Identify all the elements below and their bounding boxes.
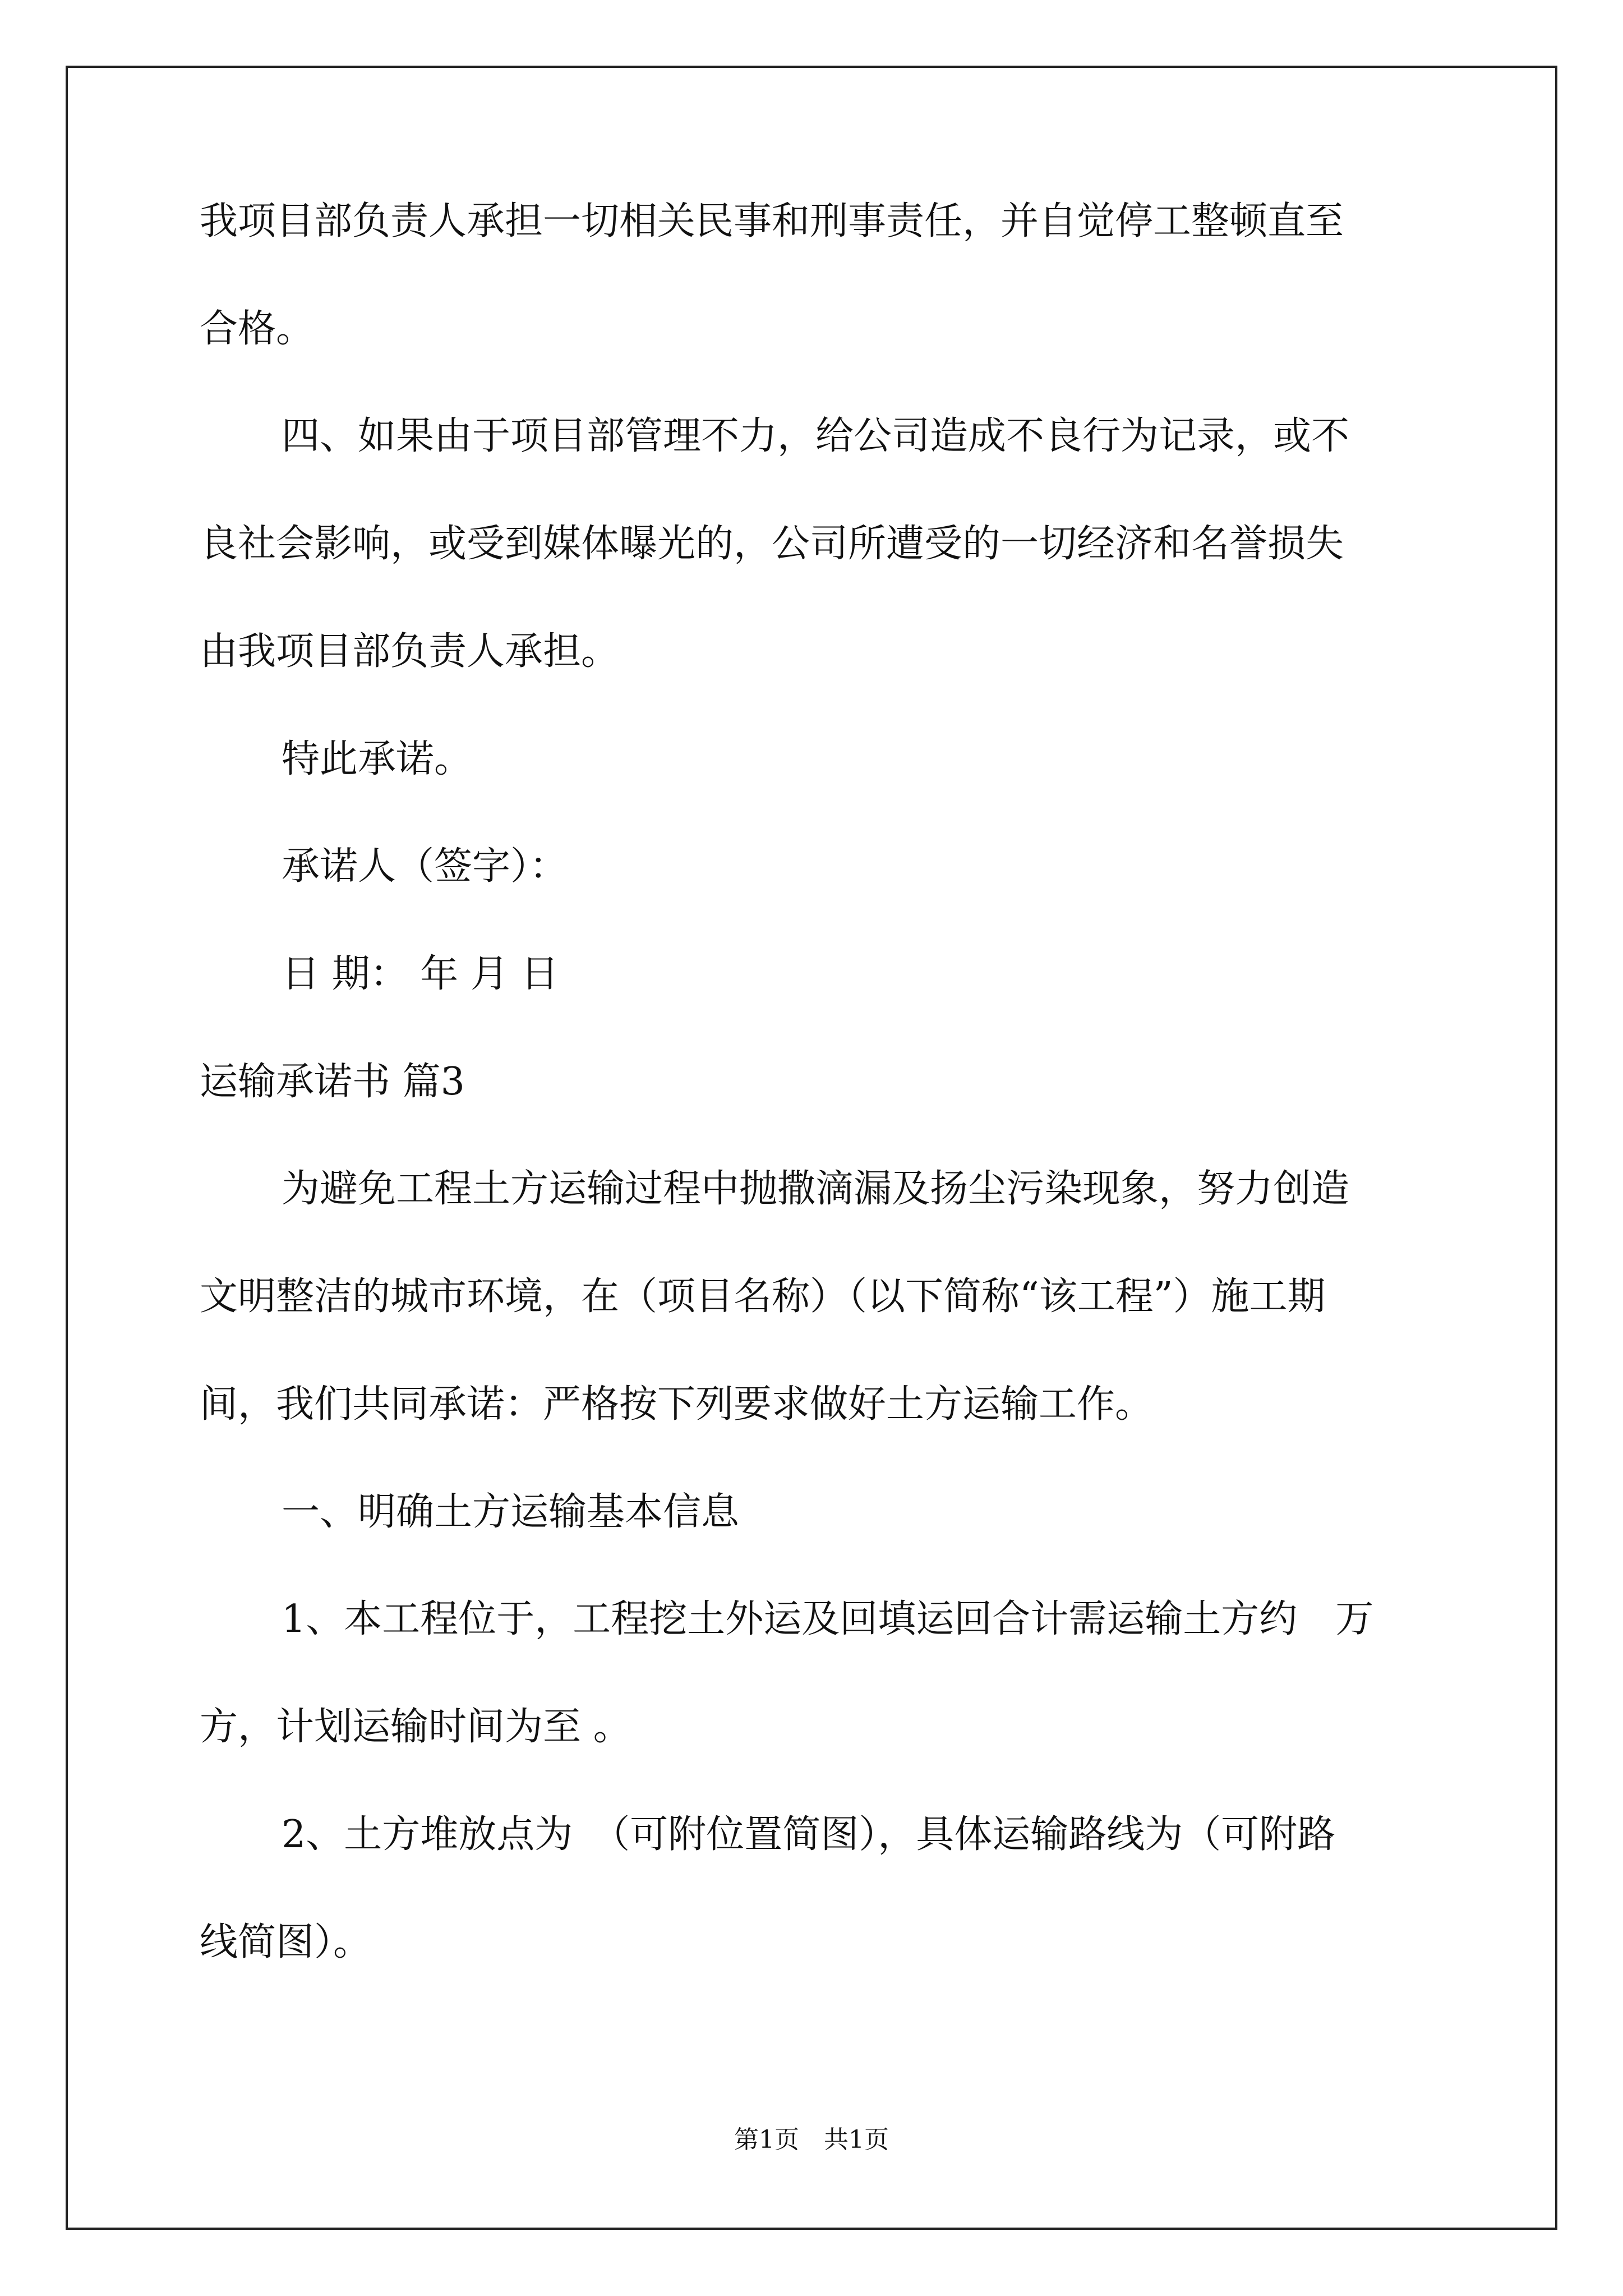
text-line: 方，计划运输时间为至 。 xyxy=(200,1705,631,1749)
text-line: 间，我们共同承诺：严格按下列要求做好土方运输工作。 xyxy=(200,1382,1154,1427)
paragraph-start: 为避免工程土方运输过程中抛撒滴漏及扬尘污染现象，努力创造 xyxy=(282,1167,1350,1211)
text-line: 合格。 xyxy=(200,307,315,351)
text-line: 由我项目部负责人承担。 xyxy=(200,629,620,674)
page-footer: 第1页 共1页 xyxy=(734,2125,889,2154)
text-line: 我项目部负责人承担一切相关民事和刑事责任，并自觉停工整顿直至 xyxy=(200,199,1344,243)
section-heading: 运输承诺书 篇3 xyxy=(200,1060,465,1104)
page-border xyxy=(66,66,1557,2230)
signature-label: 承诺人（签字）： xyxy=(282,844,568,889)
text-line: 良社会影响，或受到媒体曝光的，公司所遭受的一切经济和名誉损失 xyxy=(200,522,1344,566)
text-line: 线简图）。 xyxy=(200,1920,372,1964)
text-line: 文明整洁的城市环境，在（项目名称）（以下简称“该工程”）施工期 xyxy=(200,1274,1326,1319)
closing-statement: 特此承诺。 xyxy=(282,737,473,781)
paragraph-start: 1、本工程位于，工程挖土外运及回填运回合计需运输土方约 万 xyxy=(282,1597,1374,1641)
paragraph-start: 四、如果由于项目部管理不力，给公司造成不良行为记录，或不 xyxy=(282,414,1350,458)
paragraph-start: 2、土方堆放点为 （可附位置简图），具体运输路线为（可附路 xyxy=(282,1812,1336,1857)
date-label: 日 期： 年 月 日 xyxy=(282,952,559,996)
subsection-heading: 一、明确土方运输基本信息 xyxy=(282,1490,740,1534)
